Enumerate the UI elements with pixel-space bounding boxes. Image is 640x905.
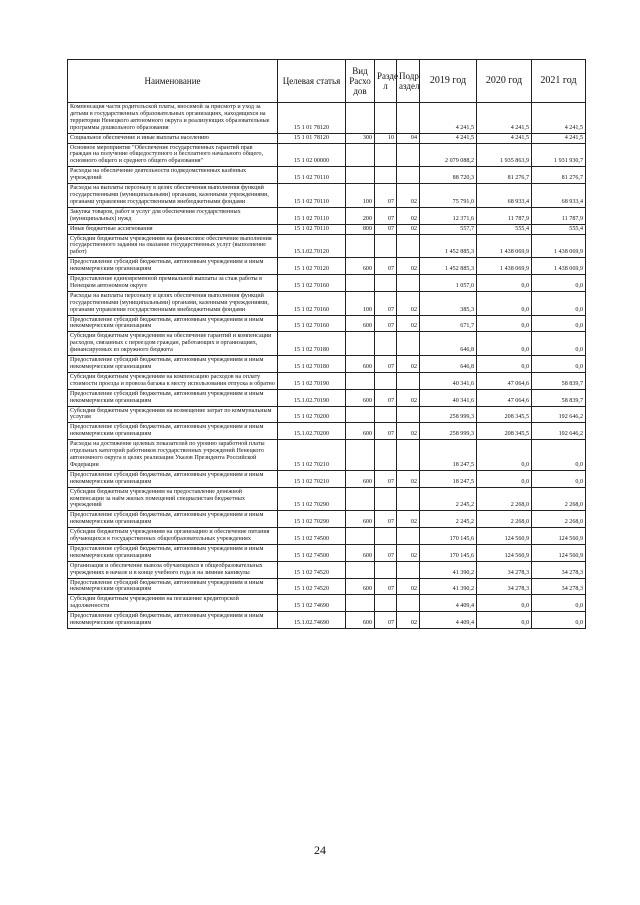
cell-rz: 07 <box>375 470 397 487</box>
cell-y2020: 4 241,5 <box>477 103 532 134</box>
cell-rz <box>375 275 397 292</box>
cell-pr: 02 <box>397 612 420 629</box>
cell-code: 15 1 02 70190 <box>278 372 346 389</box>
cell-y2021: 0,0 <box>532 470 586 487</box>
col-header-2021: 2021 год <box>532 60 586 103</box>
header-row <box>68 60 586 103</box>
cell-pr: 02 <box>397 578 420 595</box>
cell-name: Субсидии бюджетным учреждениям на предоставление денежной компенсации за наём жилых помещений специалистам бюджетных учреждений <box>68 487 278 511</box>
cell-y2021: 1 438 069,9 <box>532 258 586 275</box>
cell-y2021: 124 560,9 <box>532 528 586 545</box>
cell-vr <box>346 528 375 545</box>
cell-name: Основное мероприятие "Обеспечение государственных гарантий прав граждан на получение общедоступного и бесплатного начального общего, основного общего и среднего общего образования" <box>68 143 278 167</box>
col-header-rz: Разде л <box>375 60 397 103</box>
budget-table-sheet <box>67 59 585 629</box>
cell-y2020: 1 438 069,9 <box>477 258 532 275</box>
cell-name: Субсидии бюджетным учреждениям на финансовое обеспечение выполнения государственного задания на оказание государственных услуг (выполнение работ) <box>68 234 278 258</box>
table-row <box>68 291 586 315</box>
table-row <box>68 133 586 143</box>
col-header-2019: 2019 год <box>420 60 477 103</box>
cell-rz: 07 <box>375 612 397 629</box>
cell-y2019: 40 341,6 <box>420 389 477 406</box>
table-row <box>68 103 586 134</box>
cell-vr <box>346 143 375 167</box>
cell-rz: 07 <box>375 423 397 440</box>
cell-name: Иные бюджетные ассигнования <box>68 224 278 234</box>
table-row <box>68 224 586 234</box>
cell-y2021: 4 241,5 <box>532 133 586 143</box>
cell-name: Компенсация части родительской платы, вносимой за присмотр и уход за детьми в государственных образовательных организациях, находящихся на территории Ненецкого автономного округа и реализующих образовательные программы дошкольного образования <box>68 103 278 134</box>
cell-y2020: 208 345,5 <box>477 423 532 440</box>
cell-vr: 600 <box>346 578 375 595</box>
cell-pr: 02 <box>397 470 420 487</box>
cell-code: 15 1 02 74690 <box>278 595 346 612</box>
cell-y2020: 34 278,3 <box>477 578 532 595</box>
cell-vr <box>346 275 375 292</box>
cell-y2019: 646,8 <box>420 356 477 373</box>
cell-rz: 07 <box>375 258 397 275</box>
table-row <box>68 143 586 167</box>
cell-code: 15 1 02 70210 <box>278 470 346 487</box>
cell-y2020: 0,0 <box>477 275 532 292</box>
cell-y2021: 0,0 <box>532 440 586 471</box>
cell-code: 15 1 02 70160 <box>278 275 346 292</box>
cell-rz <box>375 143 397 167</box>
table-row <box>68 595 586 612</box>
cell-pr: 02 <box>397 511 420 528</box>
cell-pr <box>397 528 420 545</box>
table-row <box>68 440 586 471</box>
cell-name: Предоставление субсидий бюджетным, автономным учреждениям и иным некоммерческим организациям <box>68 612 278 629</box>
cell-y2021: 0,0 <box>532 275 586 292</box>
cell-y2019: 170 145,6 <box>420 528 477 545</box>
cell-y2021: 0,0 <box>532 332 586 356</box>
cell-name: Предоставление субсидий бюджетным, автономным учреждениям и иным некоммерческим организациям <box>68 578 278 595</box>
cell-y2020: 34 278,3 <box>477 561 532 578</box>
cell-pr: 02 <box>397 258 420 275</box>
col-header-vr: Вид Расхо дов <box>346 60 375 103</box>
col-header-2020: 2020 год <box>477 60 532 103</box>
table-row <box>68 470 586 487</box>
table-row <box>68 487 586 511</box>
cell-pr <box>397 561 420 578</box>
cell-y2020: 0,0 <box>477 595 532 612</box>
cell-y2020: 0,0 <box>477 291 532 315</box>
cell-y2019: 4 409,4 <box>420 612 477 629</box>
cell-y2019: 4 241,5 <box>420 133 477 143</box>
cell-rz <box>375 487 397 511</box>
cell-name: Организация и обеспечение вывоза обучающихся в общеобразовательных учреждениях в начале и в конце учебного года и на зимние каникулы <box>68 561 278 578</box>
cell-y2020: 47 064,6 <box>477 372 532 389</box>
cell-vr <box>346 332 375 356</box>
cell-code: 15.1.02.70120 <box>278 234 346 258</box>
cell-code: 15 1 02 70180 <box>278 356 346 373</box>
cell-y2019: 1 452 885,3 <box>420 258 477 275</box>
cell-code: 15 1 02 00000 <box>278 143 346 167</box>
cell-vr: 800 <box>346 224 375 234</box>
cell-pr <box>397 167 420 184</box>
cell-y2021: 0,0 <box>532 315 586 332</box>
cell-rz <box>375 528 397 545</box>
cell-name: Субсидии бюджетным учреждениям на компенсацию расходов на оплату стоимости проезда и провоза багажа к месту использования отпуска и обратно <box>68 372 278 389</box>
cell-rz: 07 <box>375 544 397 561</box>
cell-rz: 07 <box>375 315 397 332</box>
cell-vr: 100 <box>346 291 375 315</box>
cell-rz: 10 <box>375 133 397 143</box>
cell-code: 15 1 02 74520 <box>278 578 346 595</box>
cell-name: Расходы на обеспечение деятельности подведомственных казённых учреждений <box>68 167 278 184</box>
cell-rz: 07 <box>375 389 397 406</box>
cell-rz: 07 <box>375 511 397 528</box>
cell-vr <box>346 103 375 134</box>
table-row <box>68 258 586 275</box>
cell-y2019: 1 057,0 <box>420 275 477 292</box>
cell-code: 15.1.02.70200 <box>278 423 346 440</box>
cell-y2019: 18 247,5 <box>420 470 477 487</box>
cell-code: 15 1 02 74520 <box>278 561 346 578</box>
table-row <box>68 315 586 332</box>
col-header-pr: Подр аздел <box>397 60 420 103</box>
cell-name: Предоставление субсидий бюджетным, автономным учреждениям и иным некоммерческим организациям <box>68 544 278 561</box>
cell-y2020: 0,0 <box>477 470 532 487</box>
page-number: 24 <box>314 843 326 857</box>
cell-code: 15 1 02 74500 <box>278 528 346 545</box>
cell-y2019: 646,8 <box>420 332 477 356</box>
cell-name: Предоставление субсидий бюджетным, автономным учреждениям и иным некоммерческим организациям <box>68 470 278 487</box>
cell-vr <box>346 406 375 423</box>
cell-code: 15 1 02 70110 <box>278 224 346 234</box>
cell-pr: 02 <box>397 291 420 315</box>
cell-y2021: 555,4 <box>532 224 586 234</box>
cell-name: Предоставление единовременной премиальной выплаты за стаж работы в Ненецком автономном округе <box>68 275 278 292</box>
table-row <box>68 372 586 389</box>
cell-y2021: 124 560,9 <box>532 544 586 561</box>
cell-y2019: 4 409,4 <box>420 595 477 612</box>
cell-y2021: 192 646,2 <box>532 423 586 440</box>
cell-y2019: 75 791,0 <box>420 184 477 208</box>
cell-code: 15 1 02 70110 <box>278 184 346 208</box>
cell-y2021: 192 646,2 <box>532 406 586 423</box>
cell-rz <box>375 440 397 471</box>
cell-y2021: 58 839,7 <box>532 389 586 406</box>
cell-vr <box>346 440 375 471</box>
cell-vr <box>346 595 375 612</box>
cell-vr: 600 <box>346 258 375 275</box>
cell-y2020: 124 560,9 <box>477 528 532 545</box>
cell-pr: 02 <box>397 315 420 332</box>
cell-pr: 02 <box>397 356 420 373</box>
cell-y2021: 0,0 <box>532 291 586 315</box>
cell-rz: 07 <box>375 291 397 315</box>
cell-vr <box>346 487 375 511</box>
cell-rz: 07 <box>375 224 397 234</box>
table-row <box>68 528 586 545</box>
cell-rz: 07 <box>375 184 397 208</box>
cell-y2021: 34 278,3 <box>532 578 586 595</box>
cell-vr <box>346 372 375 389</box>
cell-y2021: 34 278,3 <box>532 561 586 578</box>
cell-y2019: 18 247,5 <box>420 440 477 471</box>
cell-y2019: 12 371,6 <box>420 207 477 224</box>
cell-name: Субсидии бюджетным учреждениям на организацию и обеспечение питания обучающихся в государственных общеобразовательных учреждениях <box>68 528 278 545</box>
cell-vr: 300 <box>346 133 375 143</box>
cell-name: Предоставление субсидий бюджетным, автономным учреждениям и иным некоммерческим организациям <box>68 511 278 528</box>
cell-pr <box>397 440 420 471</box>
cell-code: 15.1.02.70190 <box>278 389 346 406</box>
cell-y2019: 2 245,2 <box>420 487 477 511</box>
cell-name: Субсидии бюджетным учреждениям на погашение кредиторской задолженности <box>68 595 278 612</box>
cell-rz <box>375 595 397 612</box>
cell-y2021: 2 268,0 <box>532 511 586 528</box>
cell-code: 15 1 02 70290 <box>278 487 346 511</box>
cell-name: Социальное обеспечение и иные выплаты населению <box>68 133 278 143</box>
cell-code: 15 1 02 70290 <box>278 511 346 528</box>
cell-pr <box>397 487 420 511</box>
cell-name: Предоставление субсидий бюджетным, автономным учреждениям и иным некоммерческим организациям <box>68 258 278 275</box>
cell-name: Предоставление субсидий бюджетным, автономным учреждениям и иным некоммерческим организациям <box>68 389 278 406</box>
cell-rz <box>375 406 397 423</box>
table-body <box>68 103 586 629</box>
cell-y2020: 1 935 863,9 <box>477 143 532 167</box>
cell-rz: 07 <box>375 207 397 224</box>
cell-y2019: 258 999,3 <box>420 423 477 440</box>
cell-y2019: 4 241,5 <box>420 103 477 134</box>
cell-pr <box>397 406 420 423</box>
cell-code: 15 1 02 70210 <box>278 440 346 471</box>
cell-code: 15 1 02 74500 <box>278 544 346 561</box>
cell-y2021: 0,0 <box>532 356 586 373</box>
cell-y2019: 1 452 885,3 <box>420 234 477 258</box>
cell-code: 15 1 02 70120 <box>278 258 346 275</box>
cell-vr: 600 <box>346 470 375 487</box>
cell-y2020: 47 064,6 <box>477 389 532 406</box>
cell-y2021: 81 276,7 <box>532 167 586 184</box>
cell-y2019: 88 720,3 <box>420 167 477 184</box>
table-row <box>68 612 586 629</box>
cell-y2021: 1 438 069,9 <box>532 234 586 258</box>
cell-pr: 02 <box>397 389 420 406</box>
cell-code: 15 1 02 70110 <box>278 167 346 184</box>
cell-vr: 600 <box>346 612 375 629</box>
cell-y2019: 41 390,2 <box>420 578 477 595</box>
cell-y2019: 258 999,3 <box>420 406 477 423</box>
cell-name: Предоставление субсидий бюджетным, автономным учреждениям и иным некоммерческим организациям <box>68 423 278 440</box>
cell-pr <box>397 234 420 258</box>
cell-y2021: 58 839,7 <box>532 372 586 389</box>
cell-y2021: 1 931 930,7 <box>532 143 586 167</box>
cell-y2020: 0,0 <box>477 332 532 356</box>
cell-vr: 600 <box>346 423 375 440</box>
cell-name: Расходы на выплаты персоналу в целях обеспечения выполнения функций государственными (муниципальными) органами, казенными учреждениями, органами управления государственными внебюджетными фондами <box>68 184 278 208</box>
cell-rz <box>375 372 397 389</box>
cell-code: 15 1 02 70160 <box>278 315 346 332</box>
cell-y2021: 2 268,0 <box>532 487 586 511</box>
cell-name: Расходы на достижение целевых показателей по уровню заработной платы отдельных категорий работников государственных учреждений Ненецкого автономного округа в целях реализации Указов Президента Российской Федерации <box>68 440 278 471</box>
cell-y2019: 2 079 088,2 <box>420 143 477 167</box>
table-row <box>68 544 586 561</box>
col-header-code: Целевая статья <box>278 60 346 103</box>
cell-y2020: 2 268,0 <box>477 487 532 511</box>
cell-y2020: 81 276,7 <box>477 167 532 184</box>
cell-y2020: 555,4 <box>477 224 532 234</box>
cell-y2020: 11 787,9 <box>477 207 532 224</box>
table-row <box>68 356 586 373</box>
cell-pr: 02 <box>397 184 420 208</box>
table-row <box>68 184 586 208</box>
cell-y2019: 385,3 <box>420 291 477 315</box>
col-header-name: Наименование <box>68 60 278 103</box>
cell-pr <box>397 143 420 167</box>
cell-y2020: 0,0 <box>477 315 532 332</box>
cell-vr: 100 <box>346 184 375 208</box>
cell-pr <box>397 595 420 612</box>
cell-y2019: 40 341,6 <box>420 372 477 389</box>
cell-name: Субсидии бюджетным учреждениям на обеспечение гарантий и компенсации расходов, связанных с переездом граждан, работающих в организациях, финансируемых из окружного бюджета <box>68 332 278 356</box>
cell-y2020: 0,0 <box>477 440 532 471</box>
cell-y2020: 4 241,5 <box>477 133 532 143</box>
cell-vr <box>346 234 375 258</box>
cell-vr: 200 <box>346 207 375 224</box>
table-row <box>68 561 586 578</box>
cell-y2020: 1 438 069,9 <box>477 234 532 258</box>
cell-rz <box>375 167 397 184</box>
cell-y2020: 0,0 <box>477 356 532 373</box>
cell-name: Предоставление субсидий бюджетным, автономным учреждениям и иным некоммерческим организациям <box>68 356 278 373</box>
cell-y2019: 170 145,6 <box>420 544 477 561</box>
cell-y2020: 68 933,4 <box>477 184 532 208</box>
cell-rz: 07 <box>375 578 397 595</box>
cell-y2019: 557,7 <box>420 224 477 234</box>
cell-vr: 600 <box>346 315 375 332</box>
cell-y2019: 671,7 <box>420 315 477 332</box>
cell-pr: 02 <box>397 544 420 561</box>
cell-code: 15 1 01 78120 <box>278 133 346 143</box>
cell-pr: 02 <box>397 423 420 440</box>
table-row <box>68 167 586 184</box>
table-row <box>68 332 586 356</box>
cell-pr: 02 <box>397 207 420 224</box>
cell-y2019: 41 390,2 <box>420 561 477 578</box>
table-row <box>68 511 586 528</box>
cell-vr <box>346 167 375 184</box>
table-row <box>68 207 586 224</box>
cell-y2021: 0,0 <box>532 595 586 612</box>
cell-name: Предоставление субсидий бюджетным, автономным учреждениям и иным некоммерческим организациям <box>68 315 278 332</box>
cell-rz: 07 <box>375 356 397 373</box>
cell-name: Расходы на выплаты персоналу в целях обеспечения выполнения функций государственными (муниципальными) органами, казенными учреждениями, органами управления государственными внебюджетными фондами <box>68 291 278 315</box>
cell-rz <box>375 234 397 258</box>
cell-pr: 04 <box>397 133 420 143</box>
cell-y2021: 11 787,9 <box>532 207 586 224</box>
cell-y2021: 68 933,4 <box>532 184 586 208</box>
cell-rz <box>375 103 397 134</box>
budget-table <box>67 59 586 629</box>
cell-pr <box>397 372 420 389</box>
cell-name: Субсидии бюджетным учреждениям на возмещение затрат по коммунальным услугам <box>68 406 278 423</box>
cell-code: 15 1 02 70180 <box>278 332 346 356</box>
cell-y2020: 2 268,0 <box>477 511 532 528</box>
cell-vr <box>346 561 375 578</box>
table-row <box>68 275 586 292</box>
cell-y2020: 124 560,9 <box>477 544 532 561</box>
cell-code: 15 1 01 78120 <box>278 103 346 134</box>
cell-y2020: 208 345,5 <box>477 406 532 423</box>
table-row <box>68 578 586 595</box>
cell-rz <box>375 332 397 356</box>
cell-pr <box>397 103 420 134</box>
cell-pr <box>397 275 420 292</box>
cell-vr: 600 <box>346 389 375 406</box>
cell-code: 15 1 02 70160 <box>278 291 346 315</box>
cell-code: 15.1.02.74690 <box>278 612 346 629</box>
cell-y2021: 4 241,5 <box>532 103 586 134</box>
cell-vr: 600 <box>346 356 375 373</box>
table-row <box>68 389 586 406</box>
cell-rz <box>375 561 397 578</box>
cell-pr <box>397 332 420 356</box>
cell-vr: 600 <box>346 544 375 561</box>
cell-y2021: 0,0 <box>532 612 586 629</box>
cell-name: Закупка товаров, работ и услуг для обеспечения государственных (муниципальных) нужд <box>68 207 278 224</box>
table-row <box>68 406 586 423</box>
cell-pr: 02 <box>397 224 420 234</box>
cell-code: 15 1 02 70110 <box>278 207 346 224</box>
cell-code: 15 1 02 70200 <box>278 406 346 423</box>
cell-y2020: 0,0 <box>477 612 532 629</box>
cell-y2019: 2 245,2 <box>420 511 477 528</box>
table-row <box>68 423 586 440</box>
cell-vr: 600 <box>346 511 375 528</box>
table-row <box>68 234 586 258</box>
